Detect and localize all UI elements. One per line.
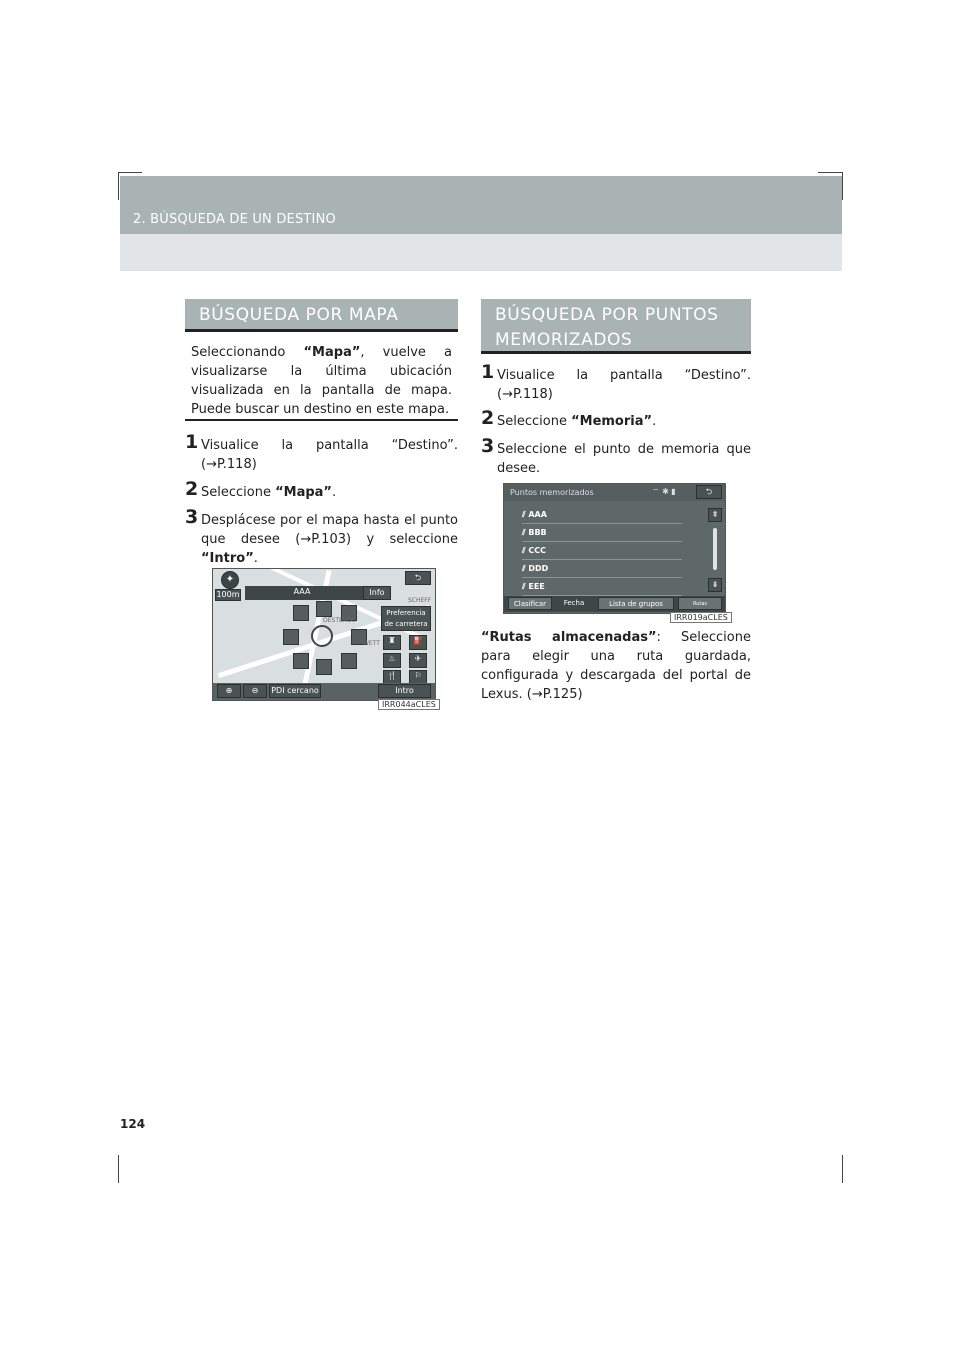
- sort-button[interactable]: Clasificar: [508, 597, 552, 610]
- poi-icon[interactable]: ⛽: [409, 635, 427, 650]
- intro-button[interactable]: Intro: [378, 684, 431, 698]
- saved-routes-note: “Rutas almacenadas”: Seleccione para elegir una ruta guardada, configurada y descargada del portal de Lexus. (→P.125): [481, 630, 751, 702]
- heading-memory-search: BÚSQUEDA POR PUNTOS MEMORIZADOS: [481, 299, 751, 354]
- step-number: 2: [185, 478, 199, 500]
- scroll-arrow-icon[interactable]: [293, 653, 309, 669]
- scroll-arrow-icon[interactable]: [316, 659, 332, 675]
- step-text: Visualice la pantalla “Destino”. (→P.118): [497, 368, 751, 402]
- step-text: Seleccione “Mapa”.: [201, 485, 337, 500]
- poi-icon[interactable]: ⚐: [409, 670, 427, 685]
- right-step-1: [481, 361, 751, 404]
- scroll-arrow-icon[interactable]: [283, 629, 299, 645]
- scroll-arrow-icon[interactable]: [341, 653, 357, 669]
- memory-point-icon: ⫽: [522, 510, 529, 519]
- page-up-button[interactable]: ⇞: [708, 508, 722, 522]
- scale-indicator: 100m: [216, 590, 240, 599]
- compass-button[interactable]: [221, 571, 239, 589]
- poi-icon[interactable]: ♜: [383, 635, 401, 650]
- intro-map-search: Seleccionando “Mapa”, vuelve a visualizarse la última ubicación visualizada en la pantalla de mapa. Puede buscar un destino en este mapa.: [185, 335, 458, 421]
- list-item[interactable]: ⫽ AAA: [522, 506, 682, 524]
- list-item[interactable]: ⫽ BBB: [522, 524, 682, 542]
- street-label: OESTENDE: [323, 617, 356, 624]
- step-number: 3: [185, 506, 199, 528]
- poi-icon[interactable]: 🍴: [383, 670, 401, 685]
- list-item[interactable]: ⫽ DDD: [522, 560, 682, 578]
- page-number: 124: [120, 1117, 146, 1131]
- street-label: SCHEFF: [408, 597, 432, 604]
- step-number: 1: [481, 361, 495, 383]
- scrollbar[interactable]: [713, 528, 717, 570]
- road-preference-button[interactable]: Preferencia de carretera: [381, 606, 431, 631]
- nearby-poi-button[interactable]: PDI cercano: [269, 684, 321, 698]
- map-screenshot: [212, 568, 436, 701]
- crop-mark: [842, 1155, 843, 1183]
- step-text: Desplácese por el mapa hasta el punto que desee (→P.103) y seleccione “Intro”.: [201, 513, 458, 566]
- compass-icon: ✦: [225, 574, 235, 585]
- memory-point-icon: ⫽: [522, 564, 529, 573]
- step-text: Seleccione el punto de memoria que desee.: [497, 442, 751, 476]
- back-icon: ⮌: [414, 573, 422, 582]
- list-item[interactable]: ⫽ CCC: [522, 542, 682, 560]
- step-number: 2: [481, 407, 495, 429]
- memory-screenshot: [503, 483, 726, 614]
- back-button[interactable]: [696, 485, 722, 499]
- crop-mark: [842, 172, 843, 200]
- step-text: Seleccione “Memoria”.: [497, 414, 657, 429]
- header-subband: [120, 234, 842, 271]
- back-button[interactable]: [405, 571, 431, 585]
- saved-routes-button[interactable]: Rutas: [678, 597, 722, 610]
- bottom-bar: [504, 596, 725, 612]
- image-code: IRR044aCLES: [378, 699, 440, 710]
- crosshair-icon: [311, 625, 333, 647]
- crop-mark: [118, 172, 119, 200]
- info-button[interactable]: Info: [363, 586, 391, 600]
- section-title: 2. BÚSQUEDA DE UN DESTINO: [133, 212, 336, 227]
- poi-icon[interactable]: ♨: [383, 653, 401, 668]
- memory-point-icon: ⫽: [522, 528, 529, 537]
- street-label: WETT: [363, 640, 380, 647]
- location-name: AAA: [293, 587, 311, 596]
- scroll-arrow-icon[interactable]: [316, 601, 332, 617]
- left-step-1: [185, 431, 458, 474]
- memory-point-icon: ⫽: [522, 582, 529, 591]
- zoom-out-button[interactable]: ⊖: [243, 684, 267, 698]
- status-icons: ⌔ ✱ ▮: [652, 487, 676, 496]
- screen-title: Puntos memorizados: [504, 484, 725, 501]
- page-down-button[interactable]: ⇟: [708, 578, 722, 592]
- zoom-in-button[interactable]: ⊕: [217, 684, 241, 698]
- heading-map-search: BÚSQUEDA POR MAPA: [185, 299, 458, 332]
- scroll-arrow-icon[interactable]: [293, 605, 309, 621]
- left-step-3: [185, 506, 458, 568]
- crop-mark: [118, 1155, 119, 1183]
- crop-mark: [818, 172, 842, 173]
- right-step-3: [481, 435, 751, 478]
- right-step-2: [481, 407, 751, 431]
- memory-point-icon: ⫽: [522, 546, 529, 555]
- list-item[interactable]: ⫽ EEE: [522, 578, 682, 596]
- back-icon: ⮌: [705, 487, 713, 496]
- step-text: Visualice la pantalla “Destino”. (→P.118): [201, 438, 458, 472]
- group-list-button[interactable]: Lista de grupos: [598, 597, 674, 610]
- step-number: 3: [481, 435, 495, 457]
- left-step-2: [185, 478, 458, 502]
- poi-icon[interactable]: ✈: [409, 653, 427, 668]
- crop-mark: [118, 172, 142, 173]
- step-number: 1: [185, 431, 199, 453]
- image-code: IRR019aCLES: [670, 612, 732, 623]
- date-label: Fecha: [563, 599, 585, 607]
